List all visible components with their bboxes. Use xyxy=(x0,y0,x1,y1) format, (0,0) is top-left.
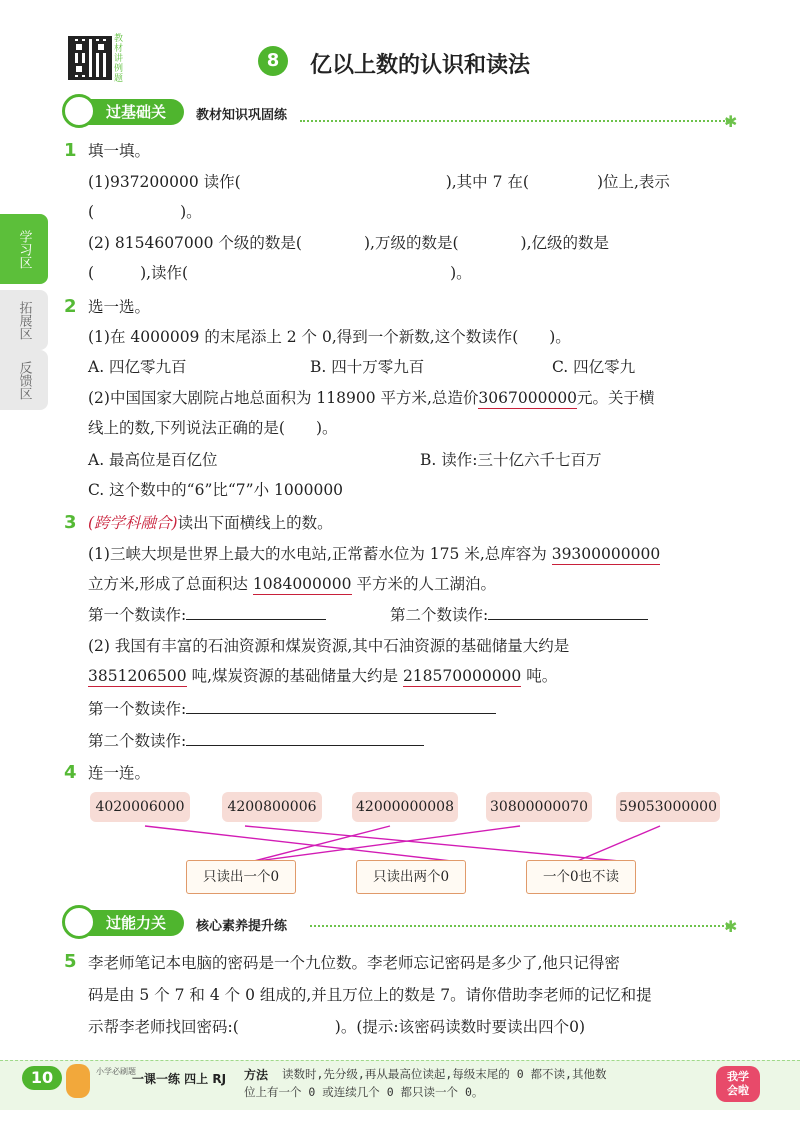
q3-number: 3 xyxy=(64,512,77,533)
qr-caption: 教材讲例题 xyxy=(114,34,124,84)
q4-target-box-2[interactable]: 只读出两个0 xyxy=(356,860,466,894)
q3-read2-a: 第二个数读作: xyxy=(390,604,648,625)
mascot-icon xyxy=(62,905,96,939)
footer-mascot-icon xyxy=(66,1064,90,1098)
q2-sub2-option-a[interactable]: A. 最高位是百亿位 xyxy=(88,451,218,469)
q1-part2-line1: (2) 8154607000 个级的数是( ),万级的数是( ),亿级的数是 xyxy=(88,234,609,252)
q3-tag: (跨学科融合) xyxy=(88,514,178,532)
star-icon: ✱ xyxy=(724,917,738,936)
q3-sub1-line2: 立方米,形成了总面积达 1084000000 平方米的人工湖泊。 xyxy=(88,575,496,593)
q2-sub2-line2: 线上的数,下列说法正确的是( )。 xyxy=(88,419,338,437)
page-title: 亿以上数的认识和读法 xyxy=(310,53,531,78)
page-number: 10 xyxy=(30,1068,54,1087)
q3-sub2-line2: 3851206500 吨,煤炭资源的基础储量大约是 218570000000 吨。 xyxy=(88,667,558,685)
method-label: 方法 xyxy=(244,1068,269,1082)
q2-sub1: (1)在 4000009 的末尾添上 2 个 0,得到一个新数,这个数读作( )。 xyxy=(88,328,571,346)
q4-number-box-1[interactable]: 4020006000 xyxy=(90,792,190,822)
q5-line1: 李老师笔记本电脑的密码是一个九位数。李老师忘记密码是多少了,他只记得密 xyxy=(88,954,620,972)
q2-sub2-option-c[interactable]: C. 这个数中的“6”比“7”小 1000000 xyxy=(88,481,344,499)
section-label-ability: 过能力关 xyxy=(66,910,184,936)
section-subtitle-basic: 教材知识巩固练 xyxy=(196,108,288,123)
learned-badge xyxy=(716,1066,760,1102)
section-divider-ability xyxy=(310,925,728,927)
footer-series: 小学必刷题 xyxy=(96,1067,136,1076)
q2-sub1-option-a[interactable]: A. 四亿零九百 xyxy=(88,358,187,376)
q3-sub2-line1: (2) 我国有丰富的石油资源和煤炭资源,其中石油资源的基础储量大约是 xyxy=(88,637,570,655)
q3-prompt: (跨学科融合)读出下面横线上的数。 xyxy=(88,514,333,532)
q2-sub2-line1: (2)中国国家大剧院占地总面积为 118900 平方米,总造价3067000000元。关于横 xyxy=(88,389,655,407)
q1-part2-line2: ( ),读作( )。 xyxy=(88,264,472,282)
side-tab-extend[interactable]: 拓展区 xyxy=(0,290,48,350)
q1-number: 1 xyxy=(64,140,77,161)
q2-number: 2 xyxy=(64,296,77,317)
side-tab-feedback[interactable]: 反馈区 xyxy=(0,350,48,410)
match-line xyxy=(575,826,660,862)
q5-line2: 码是由 5 个 7 和 4 个 0 组成的,并且万位上的数是 7。请你借助李老师的记忆和提 xyxy=(88,986,652,1004)
side-tab-study[interactable]: 学习区 xyxy=(0,214,48,284)
q1-part1-line1: (1)937200000 读作( ),其中 7 在( )位上,表示 xyxy=(88,173,670,191)
q4-number: 4 xyxy=(64,762,77,783)
match-line xyxy=(250,826,390,862)
q2-sub1-option-c[interactable]: C. 四亿零九 xyxy=(552,358,636,376)
q4-target-box-1[interactable]: 只读出一个0 xyxy=(186,860,296,894)
section-label-basic: 过基础关 xyxy=(66,99,184,125)
method-text-2: 位上有一个 0 或连续几个 0 都只读一个 0。 xyxy=(244,1085,484,1099)
q4-prompt: 连一连。 xyxy=(88,764,151,782)
learned-badge-text: 我学会啦 xyxy=(727,1070,749,1097)
q1-prompt: 填一填。 xyxy=(88,142,151,160)
q3-read1-a: 第一个数读作: xyxy=(88,604,326,625)
q4-number-box-4[interactable]: 30800000070 xyxy=(486,792,592,822)
underlined-number: 3067000000 xyxy=(478,389,578,407)
q4-number-box-3[interactable]: 42000000008 xyxy=(352,792,458,822)
q1-part1-line2: ( )。 xyxy=(88,203,202,221)
q4-number-box-2[interactable]: 4200800006 xyxy=(222,792,322,822)
q3-read1-b: 第一个数读作: xyxy=(88,698,496,719)
q2-prompt: 选一选。 xyxy=(88,298,151,316)
q4-target-box-3[interactable]: 一个0也不读 xyxy=(526,860,636,894)
match-line xyxy=(250,826,520,862)
section-subtitle-ability: 核心素养提升练 xyxy=(196,919,288,934)
q4-number-box-5[interactable]: 59053000000 xyxy=(616,792,720,822)
q2-sub1-option-b[interactable]: B. 四十万零九百 xyxy=(310,358,425,376)
q5-number: 5 xyxy=(64,951,77,972)
q5-line3: 示帮李老师找回密码:( )。(提示:该密码读数时要读出四个0) xyxy=(88,1018,586,1036)
lesson-number: 8 xyxy=(266,50,280,71)
q2-sub2-option-b[interactable]: B. 读作:三十亿六千七百万 xyxy=(420,451,602,469)
star-icon: ✱ xyxy=(724,112,738,131)
q3-read2-b: 第二个数读作: xyxy=(88,730,424,751)
page-number-badge xyxy=(22,1066,62,1090)
method-text-1: 读数时,先分级,再从最高位读起,每级末尾的 0 都不读,其他数 xyxy=(282,1067,607,1081)
footer-book: 一课一练 四上 RJ xyxy=(132,1072,227,1086)
q3-sub1-line1: (1)三峡大坝是世界上最大的水电站,正常蓄水位为 175 米,总库容为 39300000000 xyxy=(88,545,661,563)
